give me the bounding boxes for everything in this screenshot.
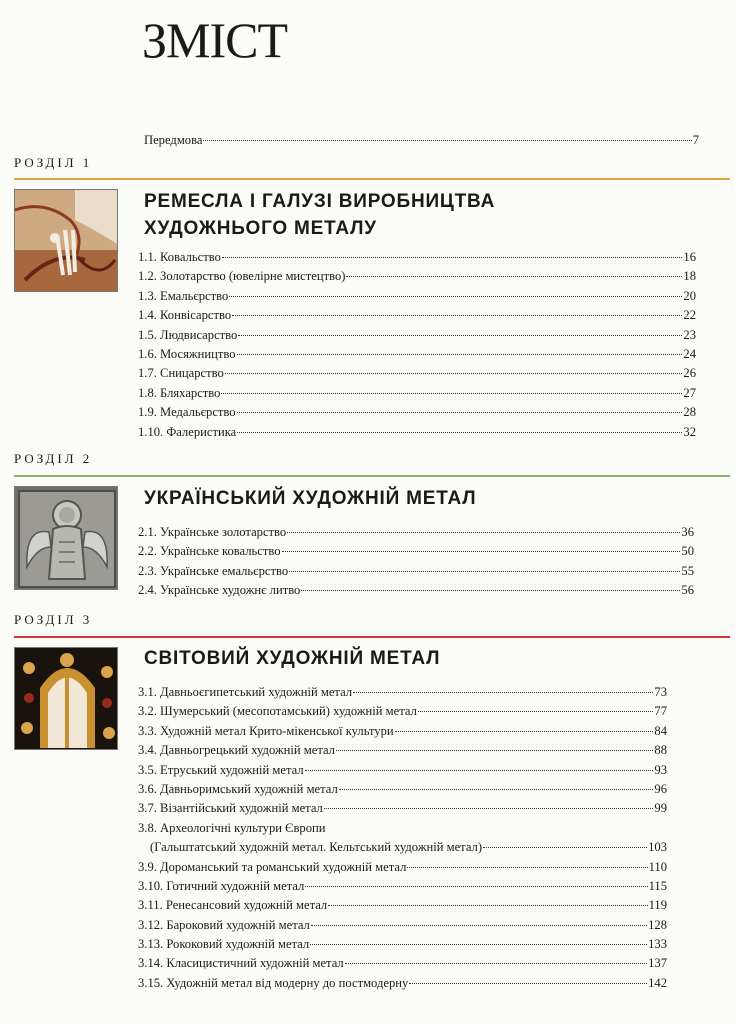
toc-entry-page: 84 — [654, 723, 667, 738]
toc-entry-title: 3.13. Рококовий художній метал — [138, 937, 310, 952]
toc-entry[interactable] — [138, 916, 667, 935]
toc-entry-page: 16 — [683, 250, 696, 264]
toc-entry-title: 1.9. Медальєрство — [138, 405, 236, 420]
toc-entry-page: 23 — [683, 327, 696, 342]
toc-entry-title: 1.3. Емальєрство — [138, 288, 229, 303]
toc-entry-page: 18 — [683, 269, 696, 284]
toc-entry[interactable] — [138, 974, 667, 993]
dot-leader — [237, 412, 683, 413]
dot-leader — [238, 335, 682, 336]
toc-entry[interactable] — [138, 562, 694, 581]
toc-entry-page: 24 — [683, 346, 696, 361]
toc-entry-title: 1.7. Сницарство — [138, 366, 224, 381]
toc-entry-title: 3.5. Етруський художній метал — [138, 762, 304, 777]
section-title-line: УКРАЇНСЬКИЙ ХУДОЖНІЙ МЕТАЛ — [144, 488, 477, 509]
dot-leader — [237, 432, 682, 433]
toc-entry-title: 3.11. Ренесансовий художній метал — [138, 898, 328, 913]
toc-entry[interactable] — [138, 838, 667, 857]
toc-entry-page: 119 — [648, 898, 667, 913]
toc-entry[interactable] — [138, 403, 696, 422]
section-rule-3 — [14, 636, 730, 638]
toc-entry-title: 3.14. Класицистичний художній метал — [138, 956, 344, 971]
toc-entry-title: 2.1. Українське золотарство — [138, 525, 287, 539]
dot-leader — [324, 808, 654, 809]
toc-entry-title: (Гальштатський художній метал. Кельтський художній метал) — [150, 840, 483, 855]
toc-entry-title: 3.2. Шумерський (месопотамський) художній метал — [138, 704, 417, 719]
section-title-line: ХУДОЖНЬОГО МЕТАЛУ — [144, 218, 377, 239]
dot-leader — [418, 711, 654, 712]
toc-entry-page: 128 — [648, 917, 667, 932]
dot-leader — [203, 140, 691, 141]
toc-entry-page: 110 — [648, 859, 667, 874]
toc-entry-title: 3.3. Художній метал Крито-мікенської культури — [138, 723, 394, 738]
toc-entry[interactable] — [138, 858, 667, 877]
toc-entry[interactable] — [138, 702, 667, 721]
dot-leader — [353, 692, 653, 693]
toc-entry-page: 36 — [681, 525, 694, 539]
toc-entry-page: 142 — [648, 975, 667, 990]
toc-entry[interactable] — [138, 741, 667, 760]
toc-entry-page: 137 — [648, 956, 667, 971]
toc-list-section-1 — [138, 248, 696, 442]
toc-entry-title: 3.7. Візантійський художній метал — [138, 801, 323, 816]
toc-entry-page: 88 — [654, 743, 667, 758]
dot-leader — [336, 750, 653, 751]
dot-leader — [311, 925, 647, 926]
toc-entry-page: 20 — [683, 288, 696, 303]
toc-entry-page: 73 — [654, 685, 667, 699]
toc-entry-page: 99 — [654, 801, 667, 816]
section-rule-2 — [14, 475, 730, 477]
toc-entry-title: 1.2. Золотарство (ювелірне мистецтво) — [138, 269, 346, 284]
toc-entry-page: 55 — [681, 563, 694, 578]
dot-leader — [407, 867, 647, 868]
dot-leader — [346, 276, 682, 277]
toc-entry[interactable] — [138, 581, 694, 600]
toc-list-section-3 — [138, 683, 667, 993]
toc-entry-page: 103 — [648, 840, 667, 855]
toc-entry-title: 3.10. Готичний художній метал — [138, 878, 305, 893]
dot-leader — [305, 886, 647, 887]
toc-entry-title: 2.2. Українське ковальство — [138, 544, 281, 559]
toc-entry-page: 96 — [654, 781, 667, 796]
toc-entry-title: 1.4. Конвісарство — [138, 308, 232, 323]
toc-entry[interactable] — [138, 799, 667, 818]
silver-angel-relief-icon — [15, 487, 118, 590]
section-1-thumbnail — [14, 189, 118, 292]
toc-entry-title: 3.1. Давньоєгипетський художній метал — [138, 685, 353, 699]
dot-leader — [282, 551, 681, 552]
toc-entry-title: 3.8. Археологічні культури Європи — [138, 820, 326, 835]
dot-leader — [301, 590, 680, 591]
toc-entry-title: 3.15. Художній метал від модерну до постмодерну — [138, 975, 409, 990]
toc-entry-page: 32 — [683, 424, 696, 439]
toc-entry[interactable] — [138, 877, 667, 896]
dot-leader — [305, 770, 654, 771]
section-2-thumbnail — [14, 486, 118, 590]
toc-entry-page: 26 — [683, 366, 696, 381]
toc-entry-title: 3.12. Бароковий художній метал — [138, 917, 310, 932]
toc-entry-page: 115 — [648, 878, 667, 893]
section-title-1 — [144, 188, 495, 242]
section-3-thumbnail — [14, 647, 118, 750]
section-title-line: РЕМЕСЛА І ГАЛУЗІ ВИРОБНИЦТВА — [144, 191, 496, 212]
section-label-1: РОЗДІЛ 1 — [14, 155, 93, 170]
toc-entry[interactable] — [138, 326, 696, 345]
dot-leader — [287, 532, 680, 533]
toc-entry[interactable] — [138, 761, 667, 780]
section-title-line: СВІТОВИЙ ХУДОЖНІЙ МЕТАЛ — [144, 648, 441, 669]
toc-entry-page: 50 — [681, 544, 694, 559]
toc-entry-title: 1.5. Людвисарство — [138, 327, 238, 342]
toc-entry-title: 3.4. Давньогрецький художній метал — [138, 743, 335, 758]
toc-entry-title: 1.1. Ковальство — [138, 250, 221, 264]
dot-leader — [339, 789, 654, 790]
dot-leader — [221, 393, 682, 394]
toc-entry-page: 27 — [683, 385, 696, 400]
toc-entry-title: 2.4. Українське художнє литво — [138, 583, 301, 598]
dot-leader — [225, 373, 683, 374]
toc-entry[interactable] — [138, 896, 667, 915]
section-label-3: РОЗДІЛ 3 — [14, 612, 93, 627]
toc-list-section-2 — [138, 523, 694, 601]
toc-entry[interactable] — [138, 722, 667, 741]
toc-entry[interactable] — [138, 935, 667, 954]
dot-leader — [237, 354, 683, 355]
dot-leader — [328, 905, 647, 906]
page-title: ЗМІСТ — [142, 12, 288, 68]
toc-entry-title: 1.8. Бляхарство — [138, 385, 221, 400]
section-title-2 — [144, 485, 476, 512]
toc-entry[interactable] — [138, 954, 667, 973]
toc-entry-title: 2.3. Українське емальєрство — [138, 563, 289, 578]
section-label-2: РОЗДІЛ 2 — [14, 451, 93, 466]
toc-entry-page: 7 — [692, 133, 699, 147]
toc-entry[interactable] — [138, 542, 694, 561]
toc-entry[interactable] — [138, 306, 696, 325]
dot-leader — [289, 571, 680, 572]
dot-leader — [310, 944, 647, 945]
toc-entry-title: 1.6. Мосяжництво — [138, 346, 236, 361]
toc-entry[interactable] — [138, 423, 696, 442]
toc-entry-page: 133 — [648, 937, 667, 952]
toc-entry[interactable] — [138, 683, 667, 702]
gold-jewel-photo-icon — [15, 648, 118, 750]
toc-entry[interactable] — [138, 780, 667, 799]
dot-leader — [345, 963, 647, 964]
toc-entry[interactable] — [138, 248, 696, 267]
toc-entry-page: 22 — [683, 308, 696, 323]
toc-entry-title: 1.10. Фалеристика — [138, 424, 237, 439]
toc-entry[interactable] — [138, 364, 696, 383]
toc-entry-preface[interactable] — [144, 131, 699, 150]
dot-leader — [222, 257, 683, 258]
metal-craft-photo-icon — [15, 190, 118, 292]
toc-entry[interactable] — [138, 267, 696, 286]
dot-leader — [232, 315, 682, 316]
toc-entry[interactable] — [138, 345, 696, 364]
dot-leader — [395, 731, 654, 732]
toc-entry[interactable] — [138, 523, 694, 542]
section-title-3 — [144, 645, 440, 672]
toc-entry[interactable] — [138, 384, 696, 403]
toc-entry[interactable] — [138, 287, 696, 306]
toc-entry-page: 77 — [654, 704, 667, 719]
dot-leader — [229, 296, 682, 297]
toc-entry-title: 3.9. Дороманський та романський художній метал — [138, 859, 407, 874]
toc-entry-title: 3.6. Давньоримський художній метал — [138, 781, 338, 796]
toc-entry-title: Передмова — [144, 133, 203, 147]
section-rule-1 — [14, 178, 730, 180]
dot-leader — [483, 847, 647, 848]
dot-leader — [409, 983, 647, 984]
toc-entry-page: 93 — [654, 762, 667, 777]
toc-entry-page: 56 — [681, 583, 694, 598]
toc-entry-page: 28 — [683, 405, 696, 420]
